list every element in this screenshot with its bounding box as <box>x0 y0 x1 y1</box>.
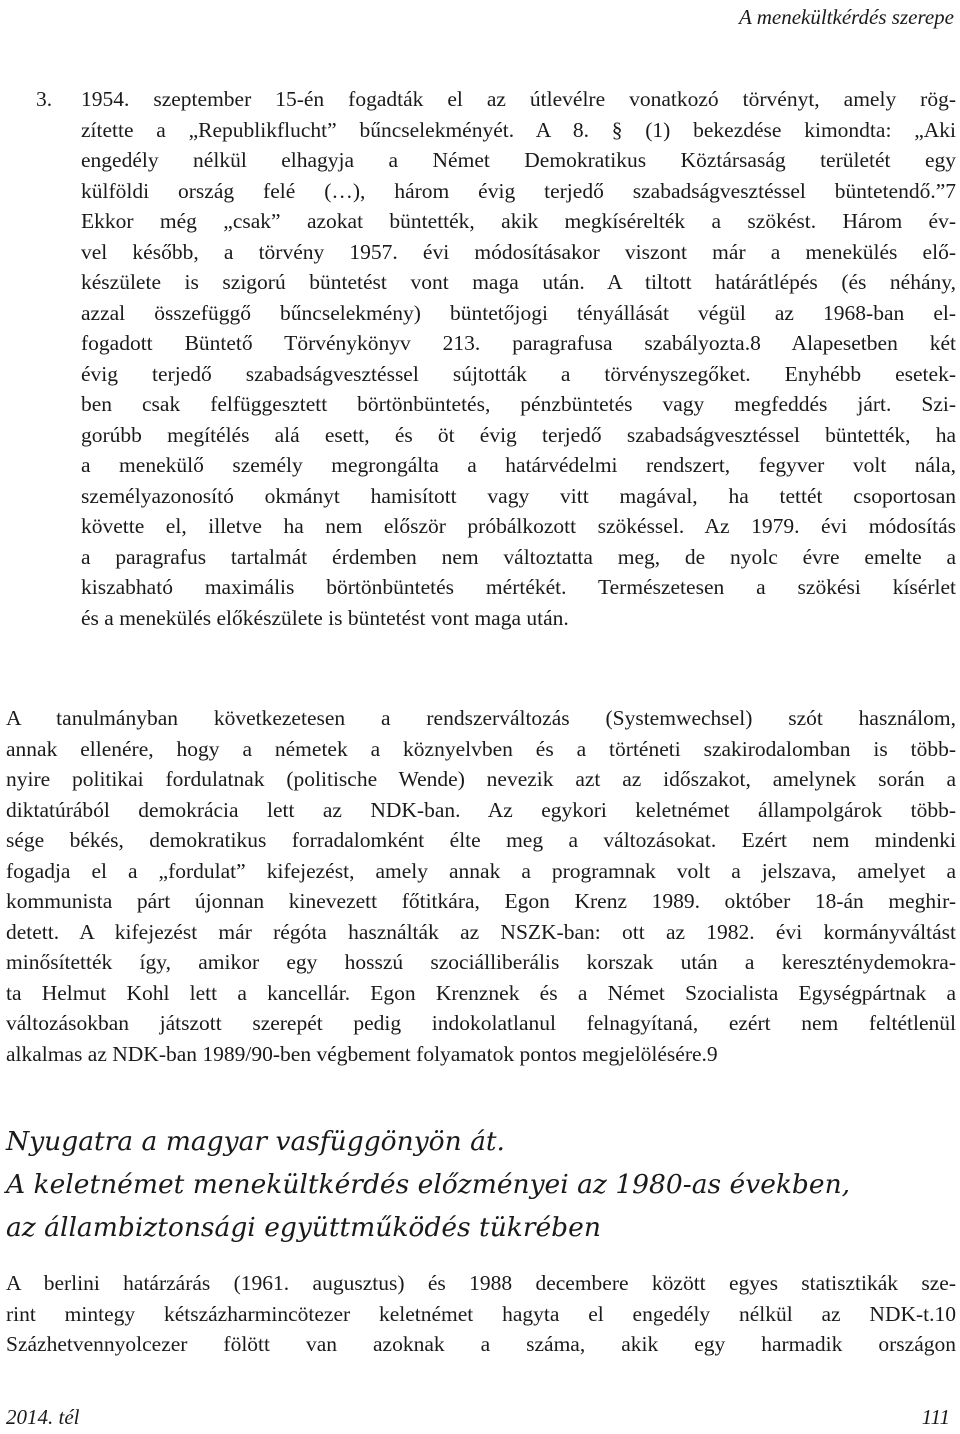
text-line: követte el, illetve ha nem először próbálkozott szökéssel. Az 1979. évi módosítás <box>81 514 956 538</box>
text-line: A tanulmányban következetesen a rendszerváltozás (Systemwechsel) szót használom, <box>6 706 956 730</box>
text-line: fogadott Büntető Törvénykönyv 213. paragrafusa szabályozta.8 Alapesetben két <box>81 331 956 355</box>
text-line: külföldi ország felé (…), három évig terjedő szabadságvesztéssel büntetendő.”7 <box>81 178 956 203</box>
text-line: 1954. szeptember 15-én fogadták el az útlevélre vonatkozó törvényt, amely rög- <box>81 87 956 111</box>
text-line: kommunista párt újonnan kinevezett főtitkára, Egon Krenz 1989. október 18-án meghir- <box>6 889 956 913</box>
text-line: A berlini határzárás (1961. augusztus) és 1988 decembere között egyes statisztikák sze- <box>6 1271 956 1295</box>
heading-line: az állambiztonsági együttműködés tükrében <box>6 1212 601 1243</box>
text-line: készülete is szigorú büntetést vont maga után. A tiltott határátlépés (és néhány, <box>81 270 956 294</box>
text-line: a paragrafus tartalmát érdemben nem változtatta meg, de nyolc évre emelte a <box>81 544 956 569</box>
text-line: annak ellenére, hogy a németek a köznyelvben és a történeti szakirodalomban is több- <box>6 736 956 761</box>
text-line: kiszabható maximális börtönbüntetés mértékét. Természetesen a szökési kísérlet <box>81 575 956 599</box>
section-heading <box>6 1120 956 1249</box>
running-head: A menekültkérdés szerepe <box>739 5 954 29</box>
text-line: fogadja el a „fordulat” kifejezést, amely annak a programnak volt a jelszava, amelyet a <box>6 858 956 883</box>
text-line: alkalmas az NDK-ban 1989/90-ben végbement folyamatok pontos megjelölésére.9 <box>6 1041 718 1066</box>
list-item-text <box>81 84 956 633</box>
text-line: nyire politikai fordulatnak (politische Wende) nevezik azt az időszakot, amelynek során a <box>6 767 956 791</box>
text-line: vel később, a törvény 1957. évi módosításakor viszont már a menekülés elő- <box>81 239 956 264</box>
final-paragraph <box>6 1268 956 1360</box>
text-line: gorúbb megítélés alá esett, és öt évig terjedő szabadságvesztéssel büntették, ha <box>81 422 956 447</box>
text-line: évig terjedő szabadságvesztéssel sújtották a törvényszegőket. Enyhébb esetek- <box>81 361 956 386</box>
text-line: detett. A kifejezést már régóta használták az NSZK-ban: ott az 1982. évi kormányváltást <box>6 919 956 944</box>
text-line: és a menekülés előkészülete is büntetést vont maga után. <box>81 605 569 630</box>
list-item-number: 3. <box>36 87 53 111</box>
text-line: zítette a „Republikflucht” bűncselekményét. A 8. § (1) bekezdése kimondta: „Aki <box>81 117 956 142</box>
text-line: Ekkor még „csak” azokat büntették, akik megkísérelték a szökést. Három év- <box>81 209 956 233</box>
text-line: azzal összefüggő bűncselekmény) büntetőjogi tényállását végül az 1968-ban el- <box>81 300 956 325</box>
text-line: ta Helmut Kohl lett a kancellár. Egon Krenznek és a Német Szocialista Egységpártnak a <box>6 980 956 1005</box>
text-line: Százhetvennyolcezer fölött van azoknak a száma, akik egy harmadik országon <box>6 1332 956 1356</box>
text-line: változásokban játszott szerepét pedig indokolatlanul felnagyítaná, ezért nem feltétlenül <box>6 1011 956 1035</box>
text-line: diktatúrából demokrácia lett az NDK-ban. Az egykori keletnémet állampolgárok több- <box>6 797 956 822</box>
heading-line: Nyugatra a magyar vasfüggönyön át. <box>6 1126 505 1157</box>
page-number: 111 <box>921 1405 950 1429</box>
text-line: személyazonosító okmányt hamisított vagy vitt magával, ha tettét csoportosan <box>81 483 956 508</box>
text-line: minősítették így, amikor egy hosszú szociálliberális korszak után a kereszténydemokra- <box>6 950 956 974</box>
text-line: a menekülő személy megrongálta a határvédelmi rendszert, fegyver volt nála, <box>81 453 956 477</box>
text-line: ben csak felfüggesztett börtönbüntetés, pénzbüntetés vagy megfeddés járt. Szi- <box>81 392 956 416</box>
text-line: sége békés, demokratikus forradalomként élte meg a változásokat. Ezért nem mindenki <box>6 828 956 852</box>
text-line: engedély nélkül elhagyja a Német Demokratikus Köztársaság területét egy <box>81 148 956 172</box>
heading-line: A keletnémet menekültkérdés előzményei az 1980-as években, <box>6 1169 851 1200</box>
body-paragraph <box>6 703 956 1069</box>
footer-issue: 2014. tél <box>6 1405 80 1429</box>
text-line: rint mintegy kétszázharmincötezer keletnémet hagyta el engedély nélkül az NDK-t.10 <box>6 1301 956 1326</box>
